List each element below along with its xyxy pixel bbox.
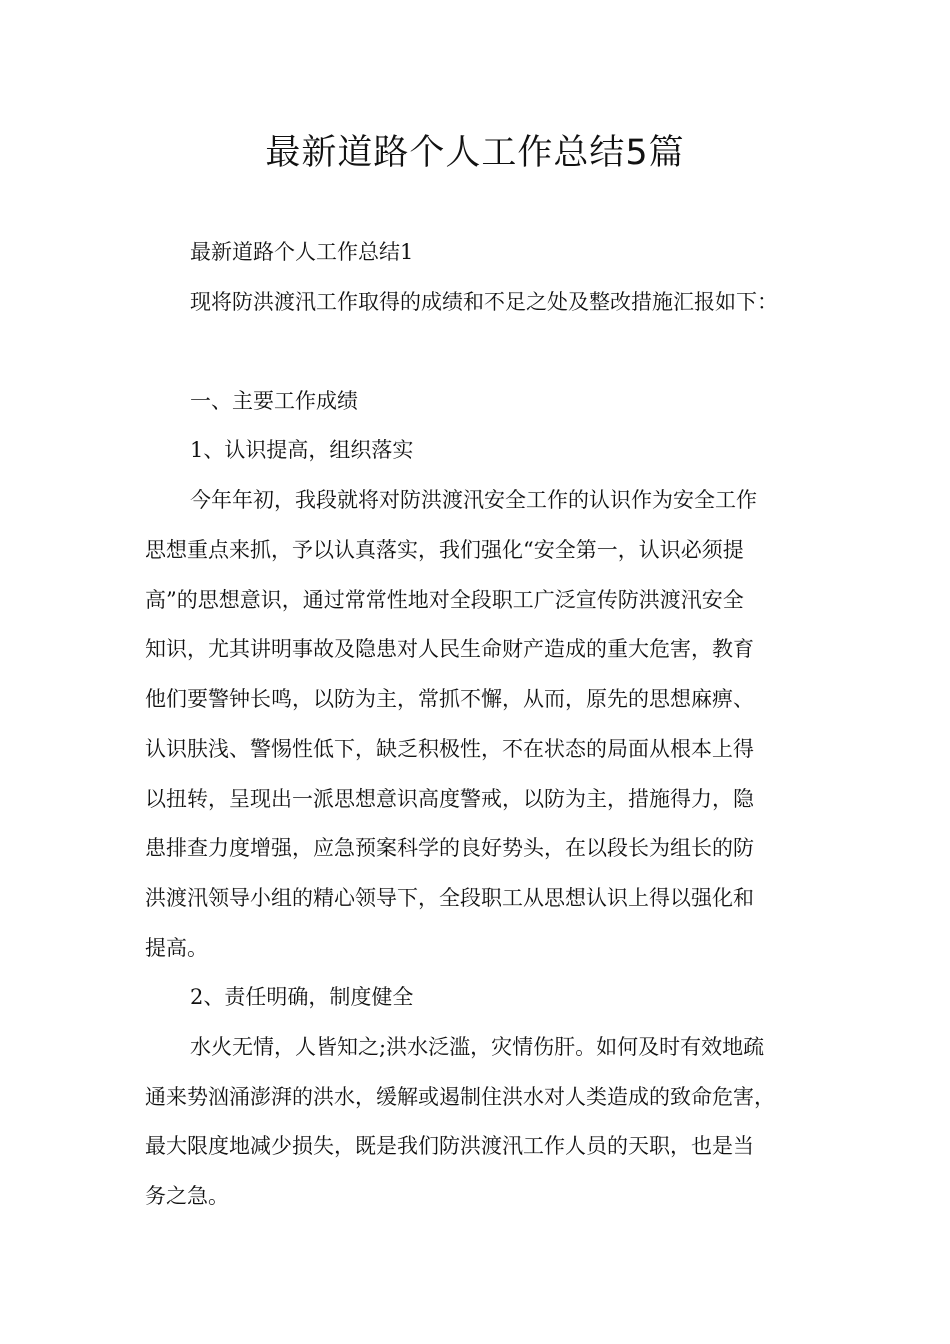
paragraph-line: 今年年初，我段就将对防洪渡汛安全工作的认识作为安全工作 bbox=[190, 488, 757, 512]
paragraph-line: 提高。 bbox=[145, 936, 208, 960]
paragraph-line: 思想重点来抓，予以认真落实，我们强化“安全第一，认识必须提 bbox=[145, 538, 744, 562]
paragraph-line: 最大限度地减少损失，既是我们防洪渡汛工作人员的天职，也是当 bbox=[145, 1134, 754, 1158]
paragraph-line: 知识，尤其讲明事故及隐患对人民生命财产造成的重大危害，教育 bbox=[145, 637, 754, 661]
paragraph-line: 通来势汹涌澎湃的洪水，缓解或遏制住洪水对人类造成的致命危害， bbox=[145, 1085, 775, 1109]
paragraph-line: 洪渡汛领导小组的精心领导下，全段职工从思想认识上得以强化和 bbox=[145, 886, 754, 910]
paragraph-line: 认识肤浅、警惕性低下，缺乏积极性，不在状态的局面从根本上得 bbox=[145, 737, 754, 761]
paragraph-line: 水火无情，人皆知之;洪水泛滥，灾情伤肝。如何及时有效地疏 bbox=[190, 1035, 765, 1059]
item-heading: 2、责任明确，制度健全 bbox=[190, 985, 414, 1009]
paragraph-line: 患排查力度增强，应急预案科学的良好势头，在以段长为组长的防 bbox=[145, 836, 754, 860]
paragraph-line: 务之急。 bbox=[145, 1184, 229, 1208]
paragraph-line: 他们要警钟长鸣，以防为主，常抓不懈，从而，原先的思想麻痹、 bbox=[145, 687, 754, 711]
paragraph-line: 以扭转，呈现出一派思想意识高度警戒，以防为主，措施得力，隐 bbox=[145, 787, 754, 811]
intro-line: 现将防洪渡汛工作取得的成绩和不足之处及整改措施汇报如下： bbox=[190, 290, 778, 314]
item-heading: 1、认识提高，组织落实 bbox=[190, 438, 414, 462]
section-heading: 一、主要工作成绩 bbox=[190, 389, 358, 413]
paragraph-line: 高”的思想意识，通过常常性地对全段职工广泛宣传防洪渡汛安全 bbox=[145, 588, 744, 612]
subtitle: 最新道路个人工作总结1 bbox=[190, 240, 414, 264]
document-title: 最新道路个人工作总结5篇 bbox=[265, 133, 685, 173]
